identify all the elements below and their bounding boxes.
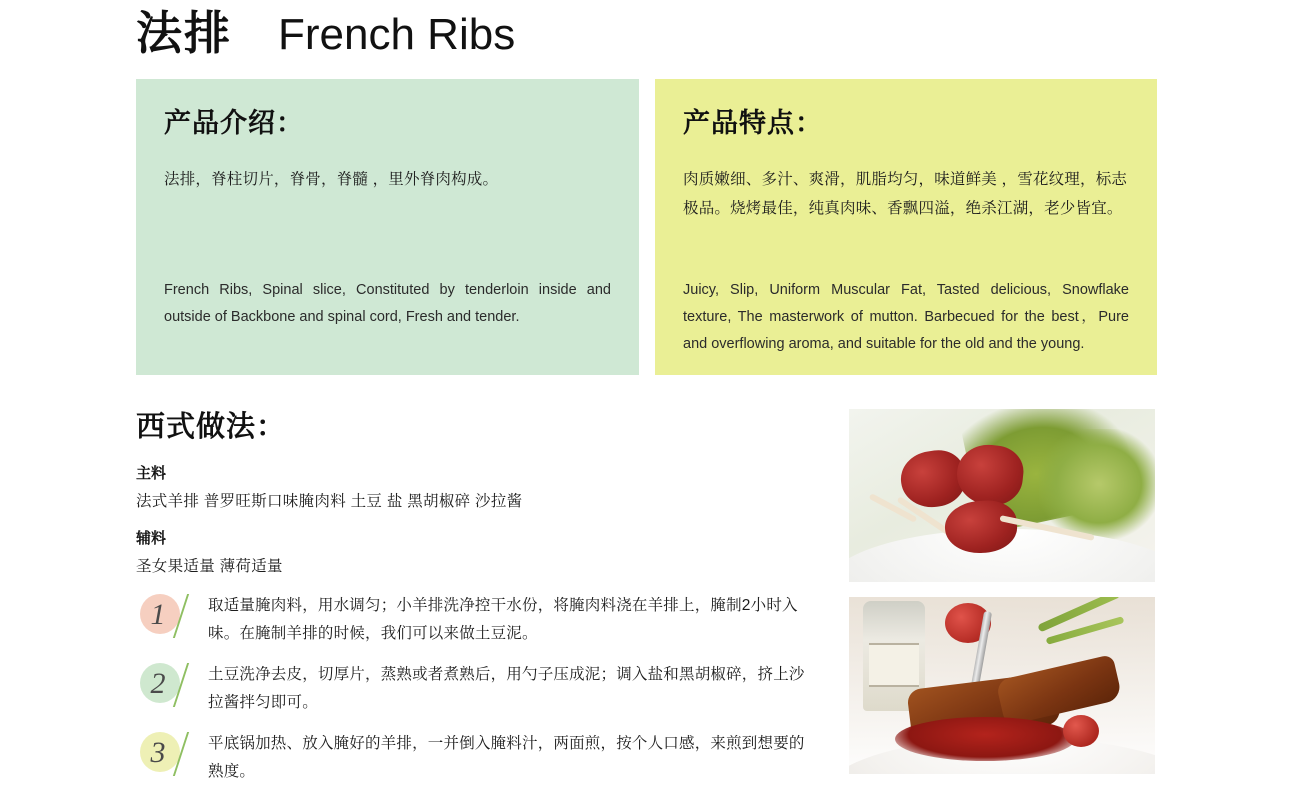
page-title-chinese: 法排 <box>136 7 232 59</box>
main-ingredients-label: 主料 <box>136 465 167 482</box>
product-intro-text-chinese: 法排，脊柱切片，脊骨，脊髓 ，里外脊肉构成。 <box>164 171 499 188</box>
cooked-lamb-ribs-photo <box>849 597 1155 774</box>
step-number-badge <box>136 661 192 709</box>
step-number: 3 <box>150 736 166 769</box>
product-intro-text-english: French Ribs, Spinal slice, Constituted by tenderloin inside and outside of Backbone and spinal cord, Fresh and tender. <box>164 282 611 325</box>
step-text: 取适量腌肉料，用水调匀；小羊排洗净控干水份，将腌肉料浇在羊排上，腌制2小时入味。在腌制羊排的时候，我们可以来做土豆泥。 <box>208 597 798 642</box>
recipe-heading: 西式做法： <box>136 411 287 443</box>
sub-ingredients-label: 辅料 <box>136 530 167 547</box>
raw-lamb-ribs-photo <box>849 409 1155 582</box>
step-number-badge <box>136 592 192 640</box>
tomato <box>1063 715 1099 747</box>
recipe-step <box>136 730 816 792</box>
product-features-text-english: Juicy, Slip, Uniform Muscular Fat, Tasted delicious, Snowflake texture, The masterwork of mutton. Barbecued for the best，Pure and overflowing aroma, and suitable for the old and the young. <box>683 282 1129 352</box>
step-text: 平底锅加热、放入腌好的羊排，一并倒入腌料汁，两面煎，按个人口感，来煎到想要的熟度。 <box>208 735 805 780</box>
step-number: 2 <box>150 667 166 700</box>
ingredients-section <box>136 462 816 592</box>
sauce-drizzle <box>895 717 1075 761</box>
step-text: 土豆洗净去皮，切厚片，蒸熟或者煮熟后，用勺子压成泥；调入盐和黑胡椒碎，挤上沙拉酱拌匀即可。 <box>208 666 805 711</box>
lettuce-garnish-secondary <box>1039 429 1155 539</box>
main-ingredients-value: 法式羊排 普罗旺斯口味腌肉料 土豆 盐 黑胡椒碎 沙拉酱 <box>136 493 523 510</box>
product-features-heading: 产品特点： <box>683 108 823 138</box>
step-number: 1 <box>150 598 166 631</box>
recipe-step <box>136 592 816 654</box>
recipe-step <box>136 661 816 723</box>
sub-ingredients-value: 圣女果适量 薄荷适量 <box>136 558 283 575</box>
info-panels <box>136 79 1157 375</box>
product-intro-heading: 产品介绍： <box>164 108 304 138</box>
page-title-english: French Ribs <box>278 10 516 59</box>
product-features-panel <box>655 79 1157 375</box>
bottle-label <box>869 643 919 687</box>
step-number-badge <box>136 730 192 778</box>
page-title <box>136 6 515 62</box>
product-intro-panel <box>136 79 639 375</box>
recipe-steps <box>136 592 816 799</box>
product-features-text-chinese: 肉质嫩细、多汁、爽滑，肌脂均匀，味道鲜美 ，雪花纹理，标志极品。烧烤最佳，纯真肉味、香飘四溢，绝杀江湖，老少皆宜。 <box>683 171 1128 217</box>
